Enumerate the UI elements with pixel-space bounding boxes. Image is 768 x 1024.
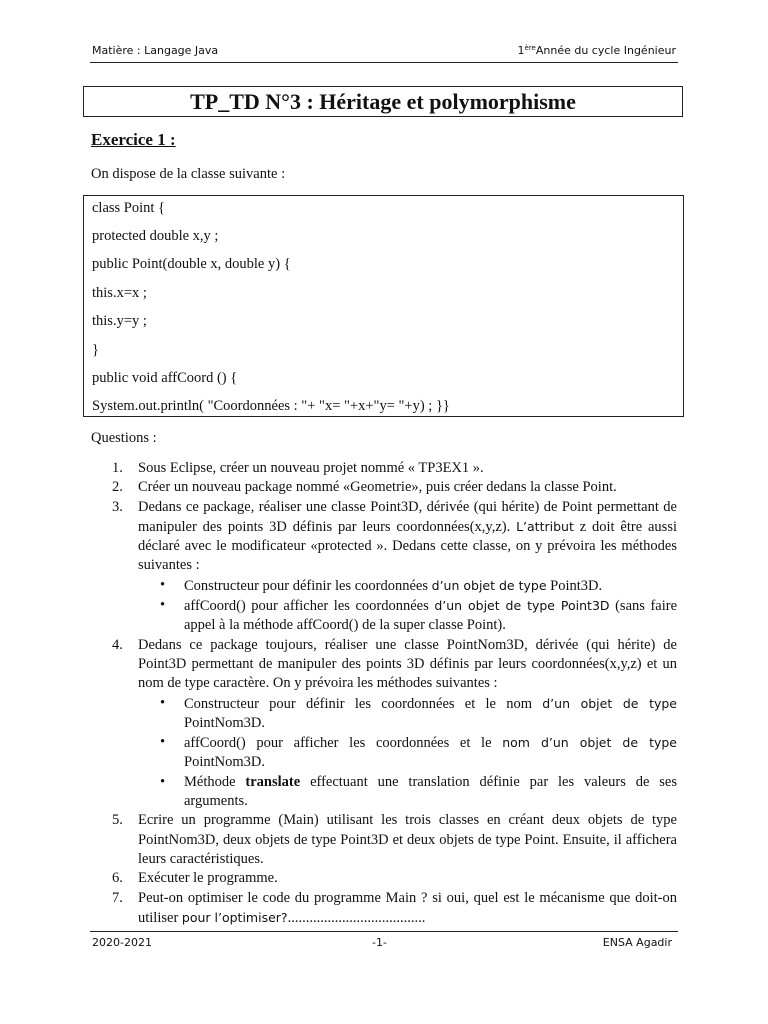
question-number: 4. [112, 636, 123, 653]
question-text: z doit être aussi déclaré avec le modificateur «protected ». Dedans cette classe, on y prévoira les méthodes suivantes : [138, 518, 677, 574]
question-text: pour l’optimiser? [181, 909, 288, 925]
question-text: Ecrire un programme (Main) utilisant les trois classes en créant deux objets de type PointNom3D, deux objets de type Point3D et deux objets de type Point. Ensuite, il affichera leurs caractéristiques. [138, 812, 677, 867]
footer-school: ENSA Agadir [602, 936, 672, 949]
question-3 [112, 498, 677, 576]
question-number: 2. [112, 479, 123, 496]
bullet-text: affCoord() pour afficher les coordonnées et le [184, 735, 492, 752]
footer-page-number: -1- [372, 936, 387, 949]
code-line: this.y=y ; [92, 313, 147, 329]
bullet-item [138, 733, 677, 773]
question-text: Peut-on optimiser le code du programme Main ? si oui, quel est le mécanisme que doit-on utiliser [138, 889, 677, 926]
question-text: Exécuter le programme. [138, 870, 278, 887]
question-1 [112, 459, 677, 478]
question-number: 1. [112, 460, 123, 476]
bullet-item [138, 596, 677, 636]
question-text: L’attribut [516, 518, 574, 534]
header-year-label: Année du cycle Ingénieur [535, 44, 676, 57]
bullet-text: effectuant une translation définie par les valeurs de ses arguments. [184, 773, 678, 810]
bullet-text: affCoord() pour afficher les coordonnées [184, 598, 429, 615]
bullet-text: (sans faire appel à la méthode affCoord() de la super classe Point). [184, 598, 678, 634]
page-header [90, 44, 678, 63]
bullet-text: Constructeur pour définir les coordonnées [184, 577, 429, 594]
bullet-text: PointNom3D. [184, 714, 265, 731]
question-4 [112, 636, 677, 694]
questions-list [112, 459, 678, 928]
question-text: Dedans ce package toujours, réaliser une classe PointNom3D, dérivée (qui hérite) de Point3D permettant de manipuler des points 3D définis par leurs coordonnées(x,y,z) et un nom de type caractère. On y prévoira les méthodes suivantes : [138, 636, 677, 692]
bullet-icon: • [160, 694, 166, 711]
question-number: 5. [112, 812, 123, 829]
bullet-text: d’un objet de type Point3D [434, 598, 610, 614]
bullet-item [138, 576, 677, 596]
code-line: } [92, 342, 99, 358]
header-year [518, 44, 676, 57]
question-number: 7. [112, 889, 123, 906]
bullet-text: PointNom3D. [184, 754, 265, 771]
questions-label: Questions : [91, 430, 157, 446]
bullet-text: Point3D. [550, 577, 603, 594]
question-number: 6. [112, 870, 123, 887]
bullet-text: Méthode [184, 773, 236, 790]
header-year-superscript: ère [524, 44, 536, 52]
bullet-icon: • [160, 597, 166, 614]
question-text: Sous Eclipse, créer un nouveau projet nommé « TP3EX1 ». [138, 460, 484, 476]
question-5 [112, 811, 677, 869]
bullet-icon: • [160, 576, 166, 593]
question-text: Dedans ce package, réaliser une classe Point3D, dérivée (qui hérite) de Point permettant de manipuler des points 3D définis par leurs coordonnées(x,y,z). [138, 498, 677, 535]
header-subject: Matière : Langage Java [92, 44, 219, 57]
footer-year: 2020-2021 [92, 936, 152, 949]
code-line: public Point(double x, double y) { [92, 256, 291, 272]
intro-text: On dispose de la classe suivante : [91, 166, 286, 182]
question-2 [112, 478, 677, 497]
code-line: public void affCoord () { [92, 370, 238, 386]
code-line: this.x=x ; [92, 285, 147, 301]
code-block [83, 195, 684, 417]
code-line: class Point { [92, 200, 166, 216]
bullet-text: nom d’un objet de type [502, 735, 678, 751]
page-footer [90, 931, 678, 951]
question-text: ...................................... [287, 909, 426, 926]
question-7 [112, 889, 677, 929]
bullet-icon: • [160, 734, 166, 751]
bullet-item [138, 694, 677, 734]
bullet-text: Constructeur pour définir les coordonnées et le nom [184, 695, 532, 712]
bullet-text: d’un objet de type [431, 577, 547, 593]
bullet-item [138, 773, 677, 812]
code-line: System.out.println( "Coordonnées : "+ "x= "+x+"y= "+y) ; }} [92, 398, 450, 414]
bullet-text: d’un objet de type [542, 695, 677, 711]
bullet-icon: • [160, 773, 166, 790]
code-line: protected double x,y ; [92, 228, 219, 244]
question-6 [112, 869, 677, 888]
question-text: Créer un nouveau package nommé «Geometrie», puis créer dedans la classe Point. [138, 479, 617, 496]
header-year-number: 1 [517, 44, 525, 57]
document-title: TP_TD N°3 : Héritage et polymorphisme [83, 86, 683, 117]
exercise-heading: Exercice 1 : [91, 130, 176, 149]
question-number: 3. [112, 498, 123, 515]
bullet-text-bold: translate [245, 773, 301, 790]
